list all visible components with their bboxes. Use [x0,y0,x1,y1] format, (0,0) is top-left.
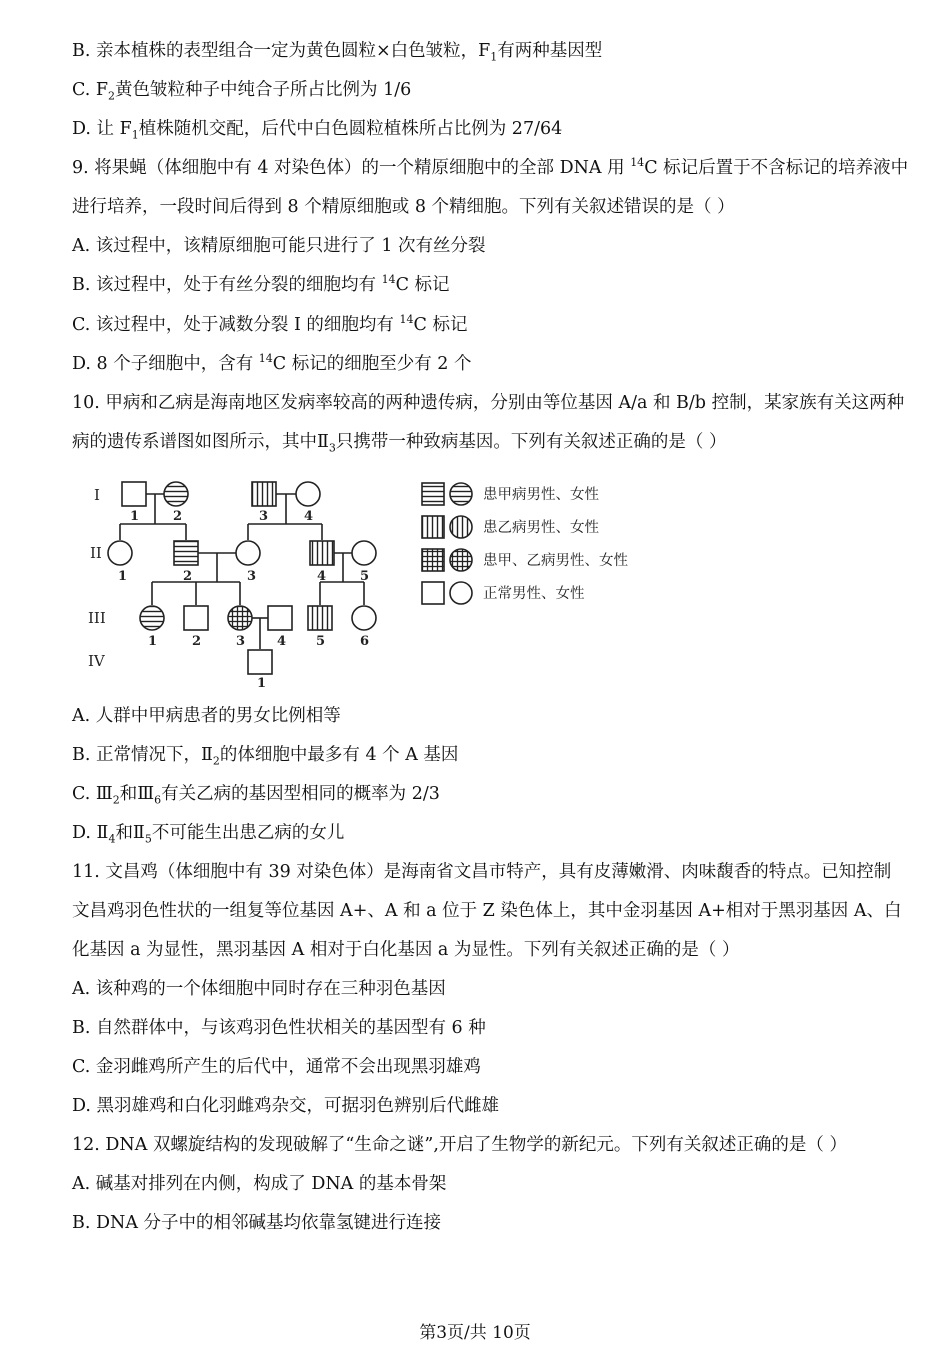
gen-label-iv: IV [88,652,105,670]
legend-b-female [450,516,472,538]
I-2-female-disease-a [164,482,188,506]
III-5-male-disease-b [308,606,332,630]
num-I-4: 4 [304,509,314,524]
q10-option-d: D. $Ⅱ_4$和$Ⅱ_5$不可能生出患乙病的女儿 [72,823,345,846]
q9-option-b: B. 该过程中，处于有丝分裂的细胞均有 $^{14}$C 标记 [72,273,450,295]
I-3-male-disease-b [252,482,276,506]
gen-label-iii: III [88,609,106,627]
III-1-female-disease-a [140,606,164,630]
legend-normal-female [450,582,472,604]
legend-a-female [450,483,472,505]
q9-option-c: C. 该过程中，处于减数分裂 I 的细胞均有 $^{14}$C 标记 [72,313,468,335]
legend-label-disease-ab: 患甲、乙病男性、女性 [483,553,628,569]
legend-label-disease-a: 患甲病男性、女性 [483,487,599,503]
q11-option-b: B. 自然群体中，与该鸡羽色性状相关的基因型有 6 种 [72,1018,486,1038]
num-III-1: 1 [148,634,158,649]
num-III-2: 2 [192,634,202,649]
q9-stem-line2: 进行培养，一段时间后得到 8 个精原细胞或 8 个精细胞。下列有关叙述错误的是（ ） [72,197,735,217]
num-III-6: 6 [360,634,370,649]
q11-stem-line2: 文昌鸡羽色性状的一组复等位基因 A+、A 和 a 位于 Z 染色体上，其中金羽基因 A+相对于黑羽基因 A、白 [72,901,902,921]
legend-ab-male [422,549,444,571]
num-IV-1: 1 [257,676,267,691]
q11-option-a: A. 该种鸡的一个体细胞中同时存在三种羽色基因 [72,979,446,999]
num-I-3: 3 [259,509,269,524]
pedigree-chart [80,474,660,692]
legend-a-male [422,483,444,505]
q10-option-c: C. $Ⅲ_2$和$Ⅲ_6$有关乙病的基因型相同的概率为 2/3 [72,784,440,807]
legend-normal-male [422,582,444,604]
q12-stem: 12. DNA 双螺旋结构的发现破解了“生命之谜”,开启了生物学的新纪元。下列有关叙述正确的是（ ） [72,1135,847,1155]
num-III-3: 3 [236,634,246,649]
II-2-male-disease-a [174,541,198,565]
q9-option-d: D. 8 个子细胞中，含有 $^{14}$C 标记的细胞至少有 2 个 [72,352,472,374]
legend-b-male [422,516,444,538]
num-I-1: 1 [130,509,140,524]
q11-stem-line3: 化基因 a 为显性，黑羽基因 A 相对于白化基因 a 为显性。下列有关叙述正确的是（ ） [72,940,740,960]
q8-option-c: C. $F_2$黄色皱粒种子中纯合子所占比例为 1/6 [72,80,412,103]
num-III-5: 5 [316,634,326,649]
q9-stem-line1: 9. 将果蝇（体细胞中有 4 对染色体）的一个精原细胞中的全部 DNA 用 $^{14}$C 标记后置于不含标记的培养液中 [72,156,909,178]
I-1-normal-male [122,482,146,506]
q8-option-d: D. 让 $F_1$植株随机交配，后代中白色圆粒植株所占比例为 27/64 [72,119,563,142]
q12-option-a: A. 碱基对排列在内侧，构成了 DNA 的基本骨架 [72,1174,447,1194]
II-4-male-disease-b [310,541,334,565]
num-II-5: 5 [360,569,370,584]
I-4-normal-female [296,482,320,506]
page-footer: 第3页/共 10页 [419,1323,531,1343]
legend-label-normal: 正常男性、女性 [483,586,585,602]
q10-option-b: B. 正常情况下，$Ⅱ_2$的体细胞中最多有 4 个 A 基因 [72,745,459,768]
num-II-3: 3 [247,569,257,584]
III-4-normal-male [268,606,292,630]
II-5-normal-female [352,541,376,565]
IV-1-normal-male [248,650,272,674]
gen-label-ii: II [90,544,102,562]
q11-option-d: D. 黑羽雄鸡和白化羽雌鸡杂交，可据羽色辨别后代雌雄 [72,1096,500,1116]
q12-option-b: B. DNA 分子中的相邻碱基均依靠氢键进行连接 [72,1213,442,1233]
q8-option-b: B. 亲本植株的表型组合一定为黄色圆粒×白色皱粒，$F_1$有两种基因型 [72,41,603,64]
q11-stem-line1: 11. 文昌鸡（体细胞中有 39 对染色体）是海南省文昌市特产，具有皮薄嫩滑、肉味馥香的特点。已知控制 [72,862,892,882]
q11-option-c: C. 金羽雌鸡所产生的后代中，通常不会出现黑羽雄鸡 [72,1057,481,1077]
legend-label-disease-b: 患乙病男性、女性 [483,520,599,536]
II-3-normal-female [236,541,260,565]
num-II-1: 1 [118,569,128,584]
III-2-normal-male [184,606,208,630]
III-3-female-disease-ab [228,606,252,630]
q10-option-a: A. 人群中甲病患者的男女比例相等 [72,706,341,726]
num-I-2: 2 [173,509,183,524]
legend-ab-female [450,549,472,571]
num-II-2: 2 [183,569,193,584]
q10-stem-line2: 病的遗传系谱图如图所示，其中$Ⅱ_3$只携带一种致病基因。下列有关叙述正确的是（ ） [72,432,727,455]
num-II-4: 4 [317,569,327,584]
gen-label-i: I [94,486,100,504]
q9-option-a: A. 该过程中，该精原细胞可能只进行了 1 次有丝分裂 [72,236,486,256]
II-1-normal-female [108,541,132,565]
III-6-normal-female [352,606,376,630]
num-III-4: 4 [277,634,287,649]
q10-stem-line1: 10. 甲病和乙病是海南地区发病率较高的两种遗传病，分别由等位基因 A/a 和 B/b 控制，某家族有关这两种 [72,393,905,413]
